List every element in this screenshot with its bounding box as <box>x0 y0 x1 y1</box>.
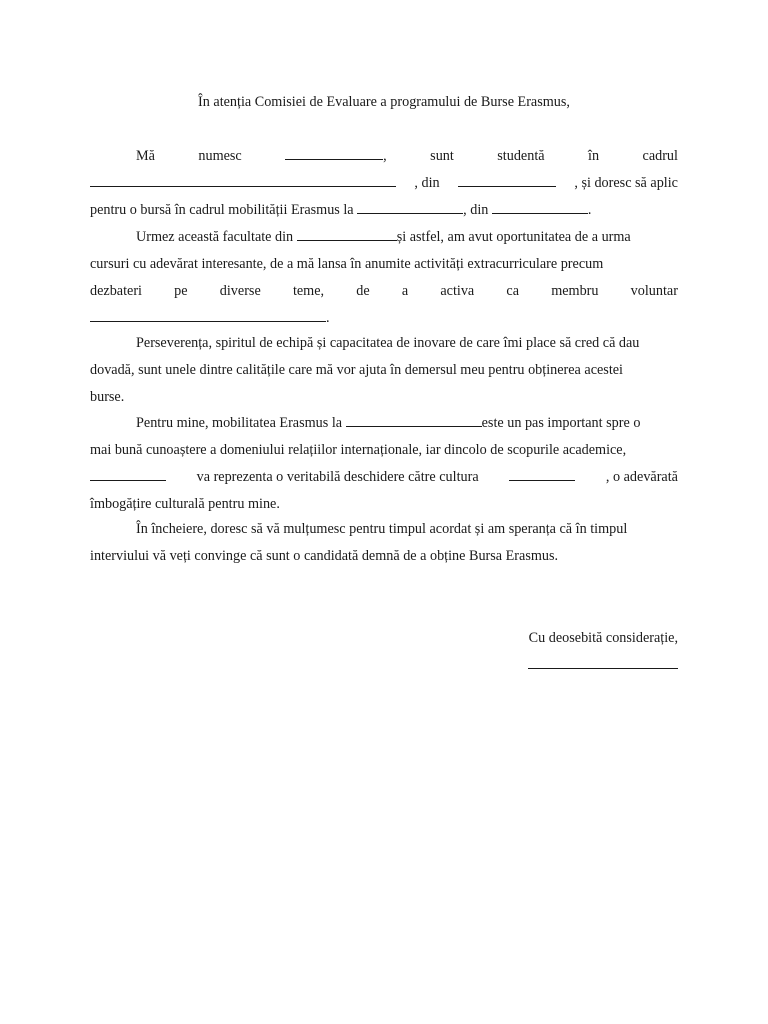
para2-line3: dezbateri pe diverse teme, de a activa ca membru voluntar <box>90 283 678 299</box>
para1-line1 <box>90 146 678 166</box>
closing: Cu deosebită considerație, <box>528 630 678 646</box>
para4-line3: va reprezenta o veritabilă deschidere către cultura , o adevărată <box>90 467 678 487</box>
signature-blank <box>528 656 678 669</box>
para3-line3: burse. <box>90 389 125 405</box>
period-blank <box>90 468 166 481</box>
para4-line2: mai bună cunoaștere a domeniului relațiilor internaționale, iar dincolo de scopurile academice, <box>90 442 627 458</box>
para5-line1: În încheiere, doresc să vă mulțumesc pentru timpul acordat și am speranța că în timpul <box>136 521 628 537</box>
city-blank <box>458 174 556 187</box>
culture-blank <box>509 468 575 481</box>
name-blank-group: , <box>285 146 387 166</box>
organization-blank <box>90 309 326 322</box>
salutation-text: În atenția Comisiei de Evaluare a programului de Burse Erasmus, <box>198 94 570 110</box>
word: cadrul <box>642 148 678 164</box>
para3-line2: dovadă, sunt unele dintre calitățile care mă vor ajuta în demersul meu pentru obținerea acestei <box>90 362 623 378</box>
signature-line <box>90 655 678 675</box>
faculty-blank <box>90 174 396 187</box>
para2-line2: cursuri cu adevărat interesante, de a mă lansa în anumite activități extracurriculare precum <box>90 256 604 272</box>
word: Mă <box>136 148 155 164</box>
para4-line1: Pentru mine, mobilitatea Erasmus la este un pas important spre o <box>136 415 641 431</box>
para1-line3: pentru o bursă în cadrul mobilității Erasmus la , din . <box>90 202 592 218</box>
para5-line2: interviului vă veți convinge că sunt o candidată demnă de a obține Bursa Erasmus. <box>90 548 559 564</box>
year-blank <box>297 228 397 241</box>
para3-line1: Perseverența, spiritul de echipă și capacitatea de inovare de care îmi place să cred că dau <box>136 335 640 351</box>
para4-line4: îmbogățire culturală pentru mine. <box>90 496 280 512</box>
word: sunt <box>430 148 454 164</box>
word: numesc <box>198 148 242 164</box>
word: studentă <box>497 148 545 164</box>
para1-line2: , din , și doresc să aplic <box>90 173 678 193</box>
salutation <box>90 92 678 112</box>
university-blank <box>357 201 463 214</box>
destination-blank <box>346 414 482 427</box>
word: în <box>588 148 600 164</box>
letter-page <box>90 0 678 1024</box>
para2-line1: Urmez această facultate din și astfel, am avut oportunitatea de a urma <box>136 229 631 245</box>
name-blank <box>285 147 383 160</box>
para2-line4: . <box>90 308 678 328</box>
country-blank <box>492 201 588 214</box>
